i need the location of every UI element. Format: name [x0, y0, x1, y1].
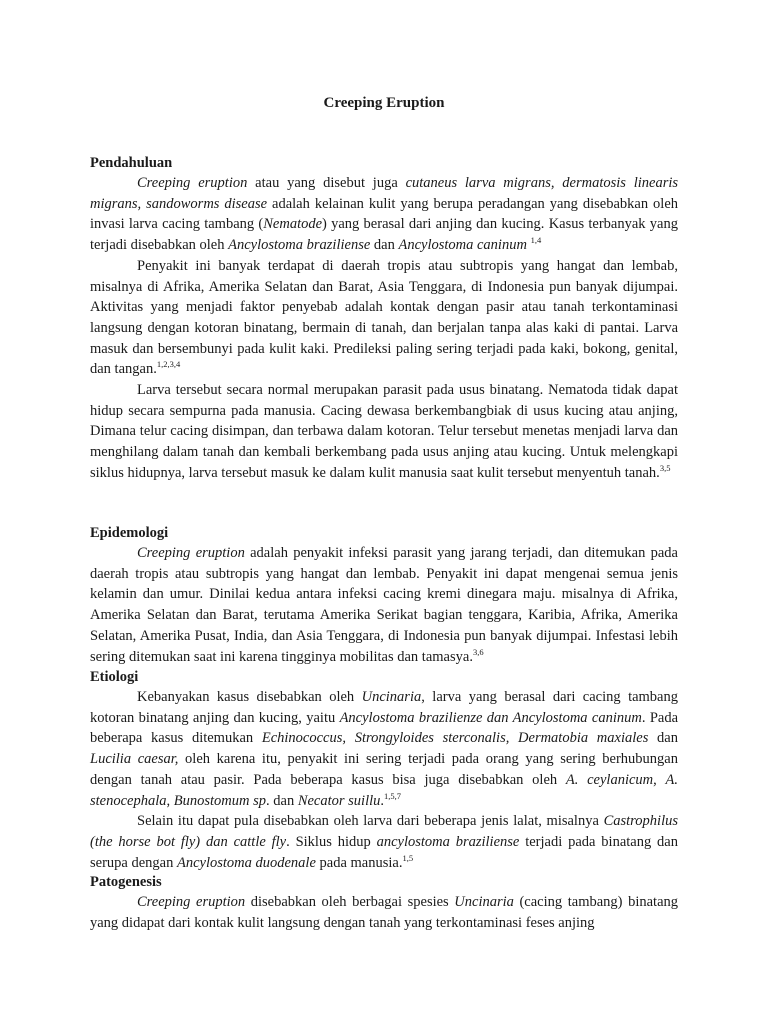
text-run: . Siklus hidup	[286, 833, 377, 850]
text-run: disebabkan oleh berbagai spesies	[245, 894, 455, 910]
text-run: dan	[370, 237, 399, 254]
paragraph	[90, 256, 678, 380]
citation-superscript: 3,5	[659, 462, 671, 473]
section-pendahuluan	[90, 153, 678, 484]
text-run: dan	[648, 730, 678, 747]
italic-term: Bunostomum sp	[173, 792, 267, 809]
citation-superscript: 1,2,3,4	[156, 359, 181, 370]
citation-superscript: 1,5	[402, 852, 414, 863]
italic-term: Necator suillu	[297, 792, 381, 809]
text-run: Selain itu dapat pula disebabkan oleh larva dari beberapa jenis lalat, misalnya	[137, 813, 604, 830]
italic-term: Uncinaria	[454, 894, 514, 910]
section-patogenesis	[90, 872, 678, 933]
text-run: ,	[166, 792, 174, 809]
text-run: Kebanyakan kasus disebabkan oleh	[137, 689, 362, 705]
section-etiologi	[90, 667, 678, 873]
paragraph	[90, 173, 678, 256]
italic-term: Creeping eruption	[137, 545, 245, 561]
text-run: Larva tersebut secara normal merupakan parasit pada usus binatang. Nematoda tidak dapat hidup secara sempurna pada manusia. Cacing dewasa berkembangbiak di usus kucing atau anjing, Dimana telur cacing disimpan, dan terbawa dalam kotoran. Telur tersebut menetas menjadi larva dan menghilang dalam tanah dan kembali berkembang pada usus anjing atau kucing. Untuk melengkapi siklus hidupnya, larva tersebut masuk ke dalam kulit manusia saat kulit tersebut menyentuh tanah.	[90, 382, 678, 481]
paragraph	[90, 811, 678, 873]
italic-term: ancylostoma braziliense	[376, 833, 520, 850]
italic-term: Nematode	[263, 216, 323, 233]
text-run: ,	[653, 771, 666, 788]
italic-term: Creeping eruption	[137, 894, 246, 910]
text-run: adalah penyakit infeksi parasit yang jarang terjadi, dan ditemukan pada daerah tropis atau subtropis yang hangat dan lembab. Penyakit ini dapat mengenai semua jenis kelamin dan umur. Dinilai kedua antara infeksi cacing kremi dinegara maju. misalnya di Afrika, Amerika Selatan dan Barat, terutama Amerika Serikat bagian tenggara, Karibia, Afrika, Amerika Selatan, Amerika Pusat, India, dan Asia Tenggara, di Indonesia pun banyak dijumpai. Infestasi lebih sering ditemukan saat ini karena tingginya mobilitas dan tamasya.	[90, 545, 678, 665]
italic-term: Ancylostoma brazilienze dan Ancylostoma caninum	[339, 709, 642, 726]
citation-superscript: 1,4	[530, 235, 542, 246]
italic-term: cutaneus larva migrans, dermatosis linearis migrans, sandoworms disease	[90, 175, 679, 212]
text-run: . Pada beberapa kasus ditemukan	[90, 709, 679, 747]
text-run: adalah kelainan kulit yang berupa peradangan yang disebabkan oleh invasi larva cacing tambang (	[90, 195, 679, 233]
text-run: atau yang disebut juga	[247, 175, 406, 191]
italic-term: Ancylostoma duodenale	[176, 854, 316, 871]
paragraph	[90, 543, 678, 667]
text-run: ) yang berasal dari anjing dan kucing. Kasus terbanyak yang terjadi disebabkan oleh	[90, 216, 678, 254]
section-heading: Etiologi	[90, 669, 139, 685]
text-run: .	[380, 792, 385, 809]
italic-term: Lucilia caesar,	[90, 751, 179, 768]
italic-term: Uncinaria	[361, 689, 422, 705]
italic-term: A. stenocephala	[90, 771, 678, 809]
text-run: . dan	[266, 792, 298, 809]
italic-term: A. ceylanicum	[565, 771, 654, 788]
document-title: Creeping Eruption	[323, 95, 445, 111]
text-run: Penyakit ini banyak terdapat di daerah tropis atau subtropis yang hangat dan lembab, misalnya di Afrika, Amerika Selatan dan Barat, Asia Tenggara, di Indonesia pun banyak dijumpai. Aktivitas yang menjadi faktor penyebab adalah kontak dengan pasir atau tanah terkontaminasi langsung dengan kotoran binatang, bermain di tanah, dan berjalan tanpa alas kaki di pantai. Larva masuk dan bersembunyi pada kulit kaki. Predileksi paling sering terjadi pada kaki, bokong, genital, dan tangan.	[90, 257, 678, 378]
text-run: , larva yang berasal dari cacing tambang kotoran binatang anjing dan kucing, yaitu	[90, 689, 678, 726]
paragraph	[90, 892, 678, 933]
section-heading: Patogenesis	[90, 874, 162, 890]
text-run: (cacing tambang) binatang yang didapat dari kontak kulit langsung dengan tanah yang terkontaminasi feses anjing	[90, 894, 679, 931]
text-run: pada manusia.	[315, 854, 403, 871]
text-run: terjadi pada binatang dan serupa dengan	[90, 833, 678, 871]
citation-superscript: 3,6	[472, 646, 484, 657]
citation-superscript: 1,5,7	[384, 790, 402, 801]
italic-term: Ancylostoma braziliense	[228, 237, 371, 254]
section-heading: Pendahuluan	[90, 155, 173, 171]
paragraph	[90, 687, 678, 811]
text-run: oleh karena itu, penyakit ini sering terjadi pada orang yang sering berhubungan dengan tanah atau pasir. Pada beberapa kasus bisa juga disebabkan oleh	[90, 751, 678, 788]
section-heading: Epidemologi	[90, 525, 169, 541]
italic-term: Ancylostoma caninum	[398, 237, 527, 254]
italic-term: Castrophilus (the horse bot fly) dan cattle fly	[90, 813, 678, 850]
italic-term: Creeping eruption	[137, 175, 248, 191]
section-epidemologi	[90, 523, 678, 667]
paragraph	[90, 380, 678, 484]
italic-term: Echinococcus, Strongyloides sterconalis, Dermatobia maxiales	[261, 730, 649, 747]
